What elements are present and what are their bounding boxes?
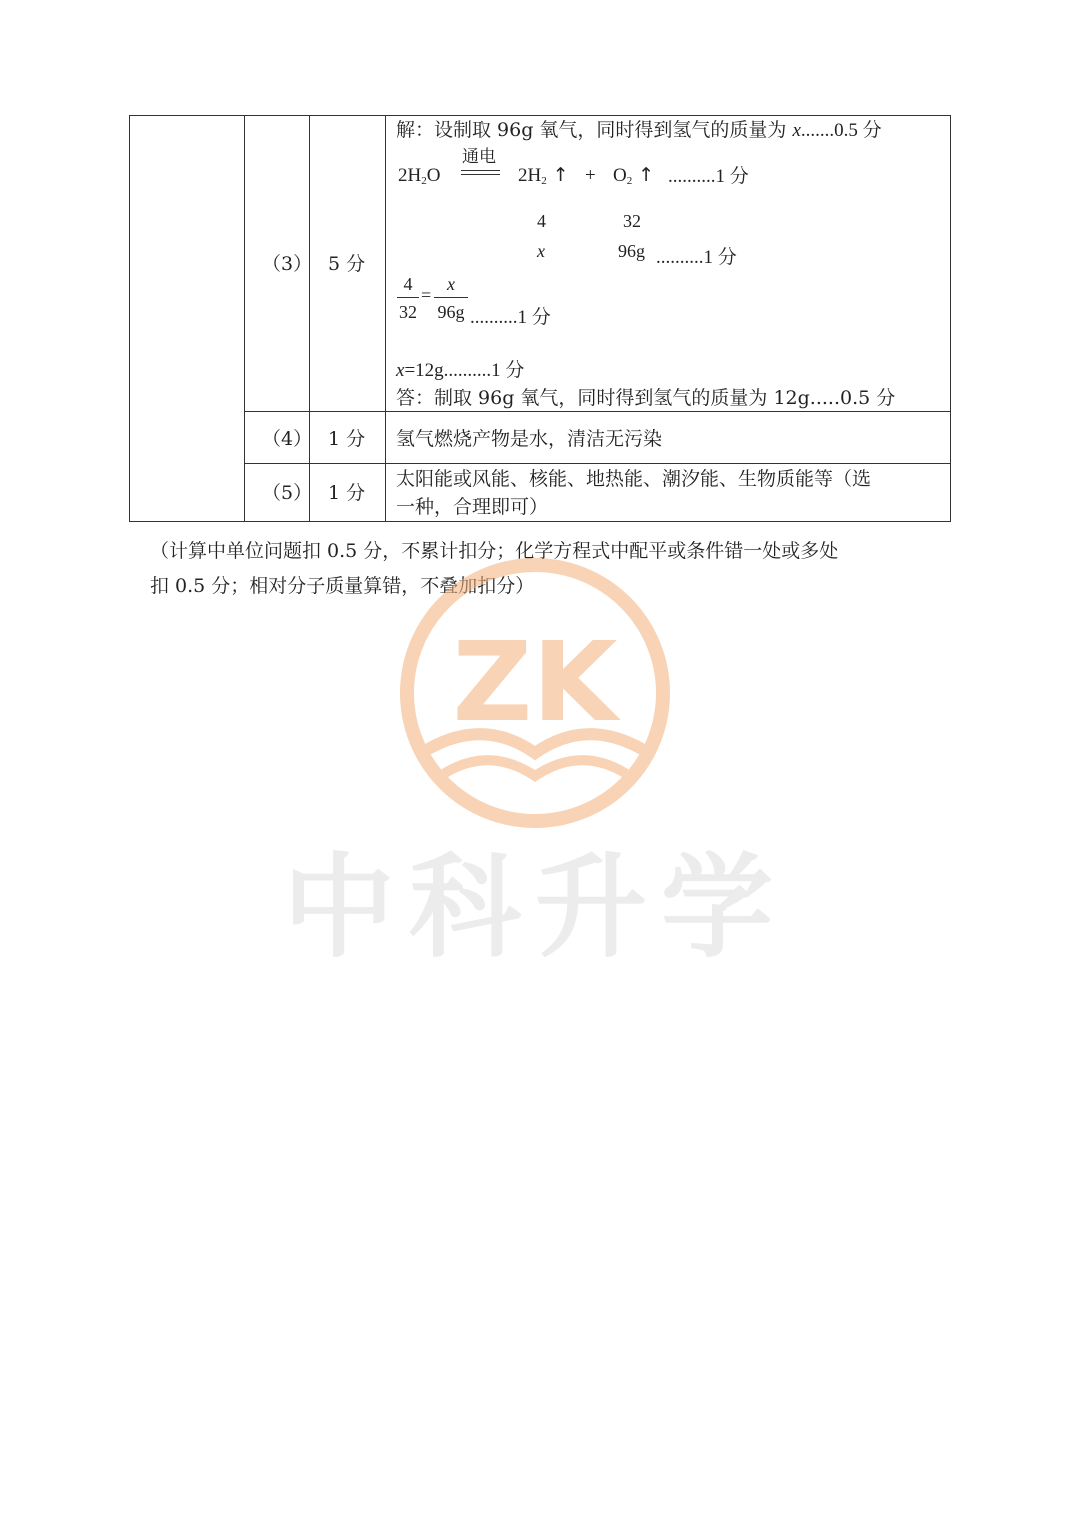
- equation-product-1: [518, 166, 569, 185]
- solution-setup-score: .......0.5 分: [800, 120, 882, 141]
- fraction-left-bar: [397, 297, 419, 298]
- product2-o: O: [613, 165, 627, 186]
- equation-score: [668, 167, 749, 186]
- col-divider-1: [244, 115, 245, 522]
- product1-h: 2H: [518, 165, 542, 186]
- score-label-5: 1 分: [328, 482, 366, 504]
- result-value: =12g..........1 分: [404, 360, 525, 381]
- result-variable: x: [396, 360, 405, 381]
- table-border-right: [950, 115, 951, 522]
- equation-score-text: ..........1 分: [668, 166, 749, 187]
- given-o2: 96g: [618, 241, 645, 261]
- score-label-3: 5 分: [328, 253, 366, 275]
- proportion-score: ..........1 分: [470, 307, 551, 328]
- col-divider-2: [309, 115, 310, 522]
- reactant-h: 2H: [398, 165, 422, 186]
- solution-setup-variable: x: [792, 120, 801, 141]
- fraction-right-bar: [434, 297, 468, 298]
- table-border-left: [129, 115, 130, 522]
- reactant-sub: 2: [421, 175, 427, 187]
- gas-arrow-icon: ↑: [552, 164, 569, 186]
- watermark-text: 中科升学: [283, 843, 787, 973]
- answer-5-line-2: 一种，合理即可）: [396, 496, 549, 518]
- part-label-4: （4）: [262, 428, 313, 450]
- equation-plus: +: [585, 165, 596, 186]
- score-label-4: 1 分: [328, 428, 366, 450]
- zk-logo-letters: ZK: [452, 618, 618, 746]
- zk-logo-watermark-icon: [390, 548, 680, 838]
- scoring-note-line-1: （计算中单位问题扣 0.5 分，不累计扣分；化学方程式中配平或条件错一处或多处: [150, 540, 839, 562]
- part-label-3: （3）: [262, 253, 313, 275]
- equation-condition: 通电: [462, 147, 496, 167]
- product1-sub: 2: [541, 175, 547, 187]
- result-line: [396, 361, 524, 380]
- part-label-5: （5）: [262, 482, 313, 504]
- answer-line: 答：制取 96g 氧气，同时得到氢气的质量为 12g.....0.5 分: [396, 387, 896, 409]
- table-border-bottom: [129, 521, 951, 522]
- fraction-left-numerator: 4: [403, 274, 413, 294]
- equation-reactant: [398, 166, 440, 185]
- equation-condition-bar-2: [461, 174, 500, 175]
- row-divider-3-4: [244, 411, 951, 412]
- mass-o2: 32: [623, 211, 641, 231]
- solution-setup-text: 解：设制取 96g 氧气，同时得到氢气的质量为: [396, 119, 793, 141]
- product2-sub: 2: [626, 175, 633, 187]
- solution-line-1: [396, 121, 882, 140]
- answer-4: 氢气燃烧产物是水，清洁无污染: [396, 428, 663, 450]
- fraction-right-denominator: 96g: [437, 302, 465, 322]
- gas-arrow-icon: ↑: [638, 164, 655, 186]
- fraction-left-denominator: 32: [399, 302, 417, 322]
- fraction-right-numerator: x: [447, 274, 455, 294]
- reactant-o: O: [426, 165, 441, 186]
- row-divider-4-5: [244, 463, 951, 464]
- equation-condition-bar-1: [461, 170, 500, 171]
- fraction-equals: =: [421, 285, 432, 305]
- col-divider-3: [385, 115, 386, 522]
- answer-5-line-1: 太阳能或风能、核能、地热能、潮汐能、生物质能等（选: [396, 468, 872, 490]
- fraction-right: [434, 275, 468, 321]
- fraction-left: [397, 275, 419, 321]
- mass-score: ..........1 分: [656, 247, 737, 268]
- unknown-h2: x: [537, 241, 545, 261]
- table-border-top: [129, 115, 951, 116]
- scoring-note-line-2: 扣 0.5 分；相对分子质量算错，不叠加扣分）: [150, 575, 535, 597]
- equation-product-2: [613, 166, 654, 185]
- mass-h2: 4: [537, 211, 546, 231]
